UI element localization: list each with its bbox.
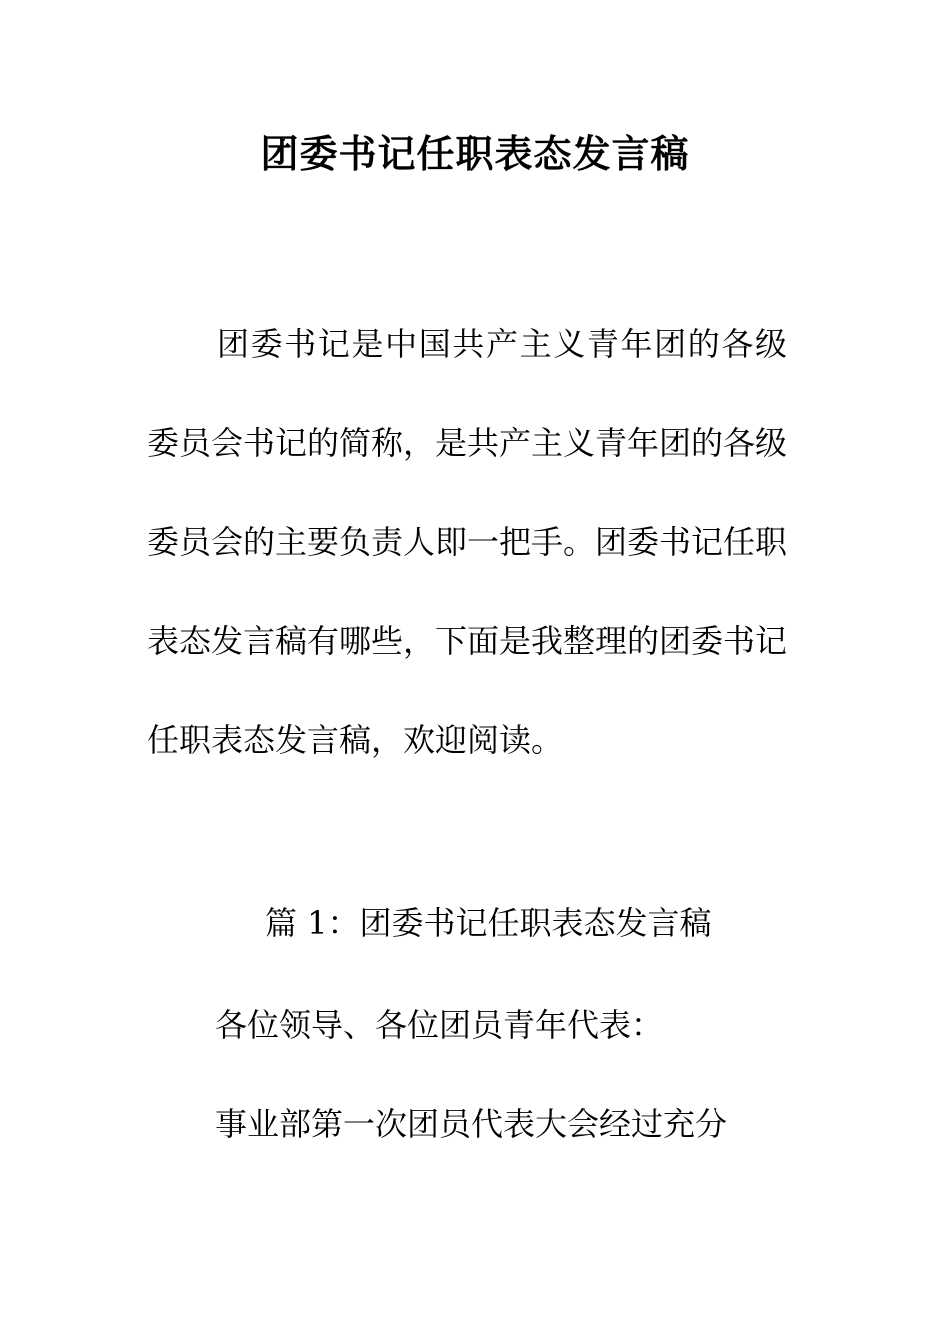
intro-paragraph: 团委书记是中国共产主义青年团的各级委员会书记的简称，是共产主义青年团的各级委员会的主要负责人即一把手。团委书记任职表态发言稿有哪些，下面是我整理的团委书记任职表态发言稿，欢迎阅读。 — [147, 325, 788, 759]
salutation: 各位领导、各位团员青年代表： — [215, 1006, 664, 1044]
document-title: 团委书记任职表态发言稿 — [260, 131, 690, 176]
section-heading: 篇 1：团委书记任职表态发言稿 — [265, 904, 712, 942]
body-paragraph: 事业部第一次团员代表大会经过充分 — [215, 1105, 728, 1143]
